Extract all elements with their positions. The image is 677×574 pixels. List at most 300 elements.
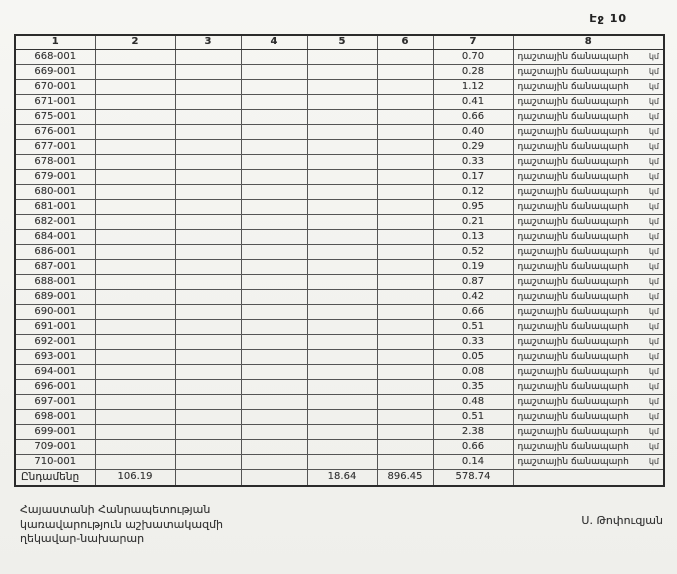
empty-cell [175,439,241,454]
empty-cell [175,94,241,109]
description-text: դաշտային ճանապարհ [517,66,629,77]
table-row [15,64,664,79]
unit-text: կմ [648,261,659,271]
table-row [15,214,664,229]
cell-description [513,139,664,154]
cell-value: 0.52 [433,244,513,259]
cell-code: 688-001 [15,274,95,289]
table-row [15,109,664,124]
table-row [15,244,664,259]
empty-cell [377,64,433,79]
description-text: դաշտային ճանապարհ [517,186,629,197]
table-row [15,319,664,334]
empty-cell [241,94,307,109]
empty-cell [95,199,175,214]
empty-cell [377,139,433,154]
cell-code: 684-001 [15,229,95,244]
unit-text: կմ [648,126,659,136]
empty-cell [377,439,433,454]
empty-cell [241,139,307,154]
empty-cell [377,259,433,274]
empty-cell [95,334,175,349]
table-row [15,49,664,64]
cell-value: 0.33 [433,334,513,349]
empty-cell [307,439,377,454]
table-row [15,259,664,274]
column-header-4: 4 [241,35,307,49]
empty-cell [377,304,433,319]
table-row [15,229,664,244]
cell-description [513,304,664,319]
description-text: դաշտային ճանապարհ [517,396,629,407]
empty-cell [307,169,377,184]
cell-value: 0.08 [433,364,513,379]
footer-line-2: կառավարություն աշխատակազմի [20,517,224,531]
unit-text: կմ [648,246,659,256]
empty-cell [307,424,377,439]
empty-cell [241,169,307,184]
empty-cell [95,94,175,109]
empty-cell [175,469,241,486]
table-row [15,304,664,319]
empty-cell [95,64,175,79]
header-row [15,35,664,49]
empty-cell [175,154,241,169]
cell-description [513,439,664,454]
empty-cell [241,229,307,244]
unit-text: կմ [648,381,659,391]
empty-cell [377,124,433,139]
empty-cell [175,244,241,259]
cell-description [513,454,664,469]
empty-cell [175,289,241,304]
cell-description [513,184,664,199]
description-text: դաշտային ճանապարհ [517,96,629,107]
empty-cell [307,394,377,409]
empty-cell [95,319,175,334]
unit-text: կմ [648,336,659,346]
unit-text: կմ [648,216,659,226]
description-text: դաշտային ճանապարհ [517,381,629,392]
empty-cell [95,154,175,169]
cell-code: 692-001 [15,334,95,349]
unit-text: կմ [648,231,659,241]
signature-name: Ս. Թոփուզյան [581,514,663,527]
empty-cell [307,244,377,259]
empty-cell [241,349,307,364]
description-text: դաշտային ճանապարհ [517,156,629,167]
table-row [15,184,664,199]
cell-value: 0.28 [433,64,513,79]
data-table [14,34,665,487]
empty-cell [175,184,241,199]
empty-cell [377,454,433,469]
empty-cell [241,64,307,79]
table-row [15,334,664,349]
empty-cell [241,319,307,334]
unit-text: կմ [648,276,659,286]
cell-value: 0.13 [433,229,513,244]
empty-cell [175,319,241,334]
empty-cell [175,394,241,409]
empty-cell [241,334,307,349]
empty-cell [95,244,175,259]
description-text: դաշտային ճանապարհ [517,126,629,137]
cell-value: 1.12 [433,79,513,94]
cell-value: 0.42 [433,289,513,304]
table-row [15,79,664,94]
unit-text: կմ [648,396,659,406]
empty-cell [95,424,175,439]
page-number: Էջ 10 [589,12,627,25]
empty-cell [95,214,175,229]
description-text: դաշտային ճանապարհ [517,81,629,92]
table-row [15,289,664,304]
empty-cell [241,439,307,454]
total-col6: 896.45 [377,469,433,486]
unit-text: կմ [648,81,659,91]
empty-cell [241,184,307,199]
cell-description [513,349,664,364]
cell-code: 668-001 [15,49,95,64]
empty-cell [95,229,175,244]
column-header-6: 6 [377,35,433,49]
cell-code: 670-001 [15,79,95,94]
empty-cell [307,349,377,364]
cell-value: 0.48 [433,394,513,409]
empty-cell [241,469,307,486]
cell-value: 0.29 [433,139,513,154]
cell-code: 679-001 [15,169,95,184]
cell-value: 2.38 [433,424,513,439]
empty-cell [377,274,433,289]
unit-text: կմ [648,441,659,451]
table-row [15,124,664,139]
table-row [15,364,664,379]
empty-cell [307,409,377,424]
unit-text: կմ [648,186,659,196]
unit-text: կմ [648,366,659,376]
cell-description [513,64,664,79]
cell-description [513,244,664,259]
footer-line-3: ղեկավար-նախարար [20,532,145,545]
description-text: դաշտային ճանապարհ [517,111,629,122]
cell-code: 682-001 [15,214,95,229]
cell-value: 0.12 [433,184,513,199]
empty-cell [377,394,433,409]
cell-value: 0.95 [433,199,513,214]
empty-cell [241,49,307,64]
cell-value: 0.05 [433,349,513,364]
empty-cell [241,214,307,229]
empty-cell [175,109,241,124]
empty-cell [241,379,307,394]
cell-value: 0.21 [433,214,513,229]
cell-code: 678-001 [15,154,95,169]
empty-cell [307,124,377,139]
empty-cell [307,79,377,94]
empty-cell [377,244,433,259]
description-text: դաշտային ճանապարհ [517,456,629,467]
empty-cell [95,184,175,199]
table-row [15,424,664,439]
empty-cell [377,349,433,364]
description-text: դաշտային ճանապարհ [517,216,629,227]
empty-cell [95,304,175,319]
table-row [15,349,664,364]
cell-code: 671-001 [15,94,95,109]
cell-value: 0.40 [433,124,513,139]
empty-cell [241,409,307,424]
empty-cell [377,79,433,94]
cell-code: 680-001 [15,184,95,199]
empty-cell [241,364,307,379]
unit-text: կմ [648,291,659,301]
unit-text: կմ [648,156,659,166]
empty-cell [175,334,241,349]
empty-cell [241,124,307,139]
cell-description [513,109,664,124]
empty-cell [377,379,433,394]
empty-cell [307,139,377,154]
empty-cell [175,64,241,79]
cell-code: 689-001 [15,289,95,304]
empty-cell [307,64,377,79]
empty-cell [175,379,241,394]
unit-text: կմ [648,321,659,331]
empty-cell [175,454,241,469]
column-header-2: 2 [95,35,175,49]
table-row [15,199,664,214]
cell-description [513,154,664,169]
empty-cell [95,454,175,469]
empty-cell [377,109,433,124]
empty-cell [307,289,377,304]
description-text: դաշտային ճանապարհ [517,291,629,302]
empty-cell [377,199,433,214]
cell-code: 677-001 [15,139,95,154]
total-label: Ընդամենը [15,469,95,486]
empty-cell [377,424,433,439]
cell-code: 696-001 [15,379,95,394]
empty-cell [241,274,307,289]
empty-cell [241,244,307,259]
cell-code: 691-001 [15,319,95,334]
description-text: դաշտային ճանապարհ [517,321,629,332]
empty-cell [307,304,377,319]
unit-text: կմ [648,111,659,121]
cell-value: 0.87 [433,274,513,289]
cell-description [513,49,664,64]
description-text: դաշտային ճանապարհ [517,441,629,452]
cell-code: 699-001 [15,424,95,439]
column-header-1: 1 [15,35,95,49]
cell-value: 0.66 [433,109,513,124]
empty-cell [95,394,175,409]
cell-value: 0.51 [433,409,513,424]
description-text: դաշտային ճանապարհ [517,366,629,377]
cell-code: 694-001 [15,364,95,379]
cell-code: 709-001 [15,439,95,454]
cell-description [513,334,664,349]
empty-cell [307,109,377,124]
description-text: դաշտային ճանապարհ [517,411,629,422]
cell-description [513,229,664,244]
cell-description [513,94,664,109]
cell-description [513,259,664,274]
footer-text [20,503,223,547]
empty-cell [95,409,175,424]
empty-cell [241,304,307,319]
empty-cell [95,139,175,154]
total-col7: 578.74 [433,469,513,486]
cell-value: 0.41 [433,94,513,109]
unit-text: կմ [648,141,659,151]
cell-description [513,319,664,334]
empty-cell [95,169,175,184]
empty-cell [95,124,175,139]
empty-cell [307,214,377,229]
description-text: դաշտային ճանապարհ [517,231,629,242]
empty-cell [377,214,433,229]
table-row [15,139,664,154]
empty-cell [95,289,175,304]
empty-cell [377,94,433,109]
cell-description [513,274,664,289]
empty-cell [175,424,241,439]
empty-cell [175,124,241,139]
cell-description [513,79,664,94]
description-text: դաշտային ճանապարհ [517,246,629,257]
cell-value: 0.66 [433,304,513,319]
description-text: դաշտային ճանապարհ [517,351,629,362]
cell-value: 0.66 [433,439,513,454]
unit-text: կմ [648,51,659,61]
empty-cell [377,364,433,379]
unit-text: կմ [648,456,659,466]
empty-cell [241,424,307,439]
empty-cell [95,379,175,394]
cell-value: 0.35 [433,379,513,394]
description-text: դաշտային ճանապարհ [517,201,629,212]
empty-cell [95,79,175,94]
cell-description [513,124,664,139]
empty-cell [377,184,433,199]
empty-cell [95,274,175,289]
empty-cell [175,214,241,229]
empty-cell [307,49,377,64]
description-text: դաշտային ճանապարհ [517,276,629,287]
cell-description [513,409,664,424]
table-row [15,169,664,184]
column-header-3: 3 [175,35,241,49]
total-col2: 106.19 [95,469,175,486]
cell-description [513,289,664,304]
cell-description [513,214,664,229]
empty-cell [377,49,433,64]
table-row [15,274,664,289]
table-row [15,379,664,394]
empty-cell [175,364,241,379]
empty-cell [307,94,377,109]
footer-line-1: Հայաստանի Հանրապետության [20,503,211,516]
empty-cell [241,109,307,124]
empty-cell [377,409,433,424]
column-header-7: 7 [433,35,513,49]
column-header-8: 8 [513,35,664,49]
empty-cell [95,49,175,64]
empty-cell [175,274,241,289]
description-text: դաշտային ճանապարհ [517,171,629,182]
unit-text: կմ [648,351,659,361]
empty-cell [175,229,241,244]
description-text: դաշտային ճանապարհ [517,141,629,152]
cell-description [513,364,664,379]
empty-cell [95,109,175,124]
empty-cell [175,169,241,184]
cell-code: 698-001 [15,409,95,424]
empty-cell [307,454,377,469]
empty-cell [307,364,377,379]
cell-description [513,169,664,184]
empty-cell [175,79,241,94]
empty-cell [307,274,377,289]
cell-value: 0.51 [433,319,513,334]
empty-cell [377,334,433,349]
total-row [15,469,664,486]
total-col5: 18.64 [307,469,377,486]
empty-cell [307,229,377,244]
cell-description [513,424,664,439]
cell-description [513,379,664,394]
description-text: դաշտային ճանապարհ [517,336,629,347]
empty-cell [307,379,377,394]
empty-cell [175,139,241,154]
empty-cell [307,334,377,349]
cell-code: 669-001 [15,64,95,79]
unit-text: կմ [648,411,659,421]
cell-code: 681-001 [15,199,95,214]
unit-text: կմ [648,201,659,211]
description-text: դաշտային ճանապարհ [517,426,629,437]
cell-code: 710-001 [15,454,95,469]
cell-value: 0.19 [433,259,513,274]
empty-cell [241,259,307,274]
table-row [15,394,664,409]
empty-cell [241,394,307,409]
empty-cell [175,409,241,424]
cell-code: 690-001 [15,304,95,319]
unit-text: կմ [648,426,659,436]
cell-value: 0.17 [433,169,513,184]
unit-text: կմ [648,171,659,181]
empty-cell [95,364,175,379]
empty-cell [175,259,241,274]
cell-description [513,199,664,214]
table-row [15,94,664,109]
table-row [15,454,664,469]
empty-cell [307,319,377,334]
empty-cell [95,439,175,454]
cell-value: 0.33 [433,154,513,169]
empty-cell [175,304,241,319]
empty-cell [377,289,433,304]
column-header-5: 5 [307,35,377,49]
empty-cell [241,454,307,469]
description-text: դաշտային ճանապարհ [517,51,629,62]
empty-cell [377,229,433,244]
empty-cell [307,259,377,274]
